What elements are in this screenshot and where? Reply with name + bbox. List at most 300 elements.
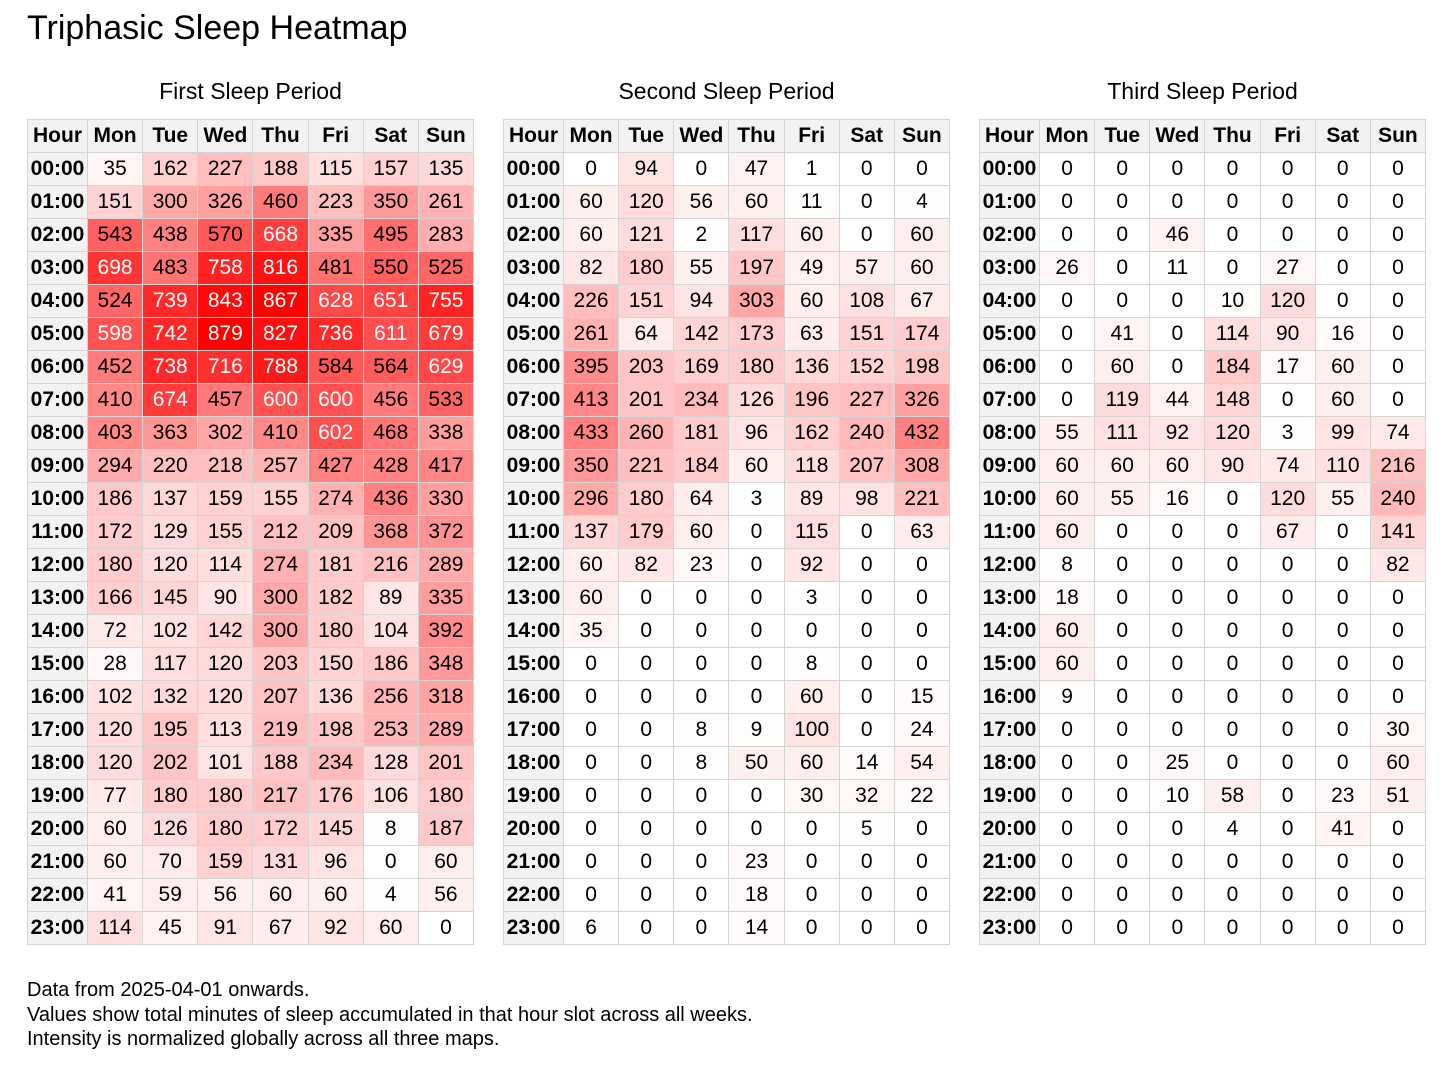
heatmap-cell: 417 bbox=[418, 450, 473, 483]
heatmap-panel-first bbox=[27, 76, 474, 945]
table-row bbox=[28, 153, 474, 186]
heatmap-cell: 128 bbox=[363, 747, 418, 780]
hour-label: 20:00 bbox=[980, 813, 1040, 846]
heatmap-cell: 0 bbox=[894, 582, 949, 615]
heatmap-cell: 0 bbox=[674, 582, 729, 615]
heatmap-cell: 148 bbox=[1205, 384, 1260, 417]
heatmap-cell: 0 bbox=[1205, 747, 1260, 780]
table-row bbox=[980, 549, 1426, 582]
table-row bbox=[504, 252, 950, 285]
table-row bbox=[28, 318, 474, 351]
heatmap-cell: 460 bbox=[253, 186, 308, 219]
heatmap-cell: 564 bbox=[363, 351, 418, 384]
heatmap-cell: 114 bbox=[88, 912, 143, 945]
heatmap-cell: 227 bbox=[839, 384, 894, 417]
heatmap-cell: 0 bbox=[1260, 219, 1315, 252]
heatmap-cell: 0 bbox=[619, 912, 674, 945]
heatmap-cell: 195 bbox=[143, 714, 198, 747]
heatmap-cell: 136 bbox=[308, 681, 363, 714]
hour-label: 12:00 bbox=[28, 549, 88, 582]
heatmap-cell: 216 bbox=[1370, 450, 1425, 483]
heatmap-cell: 60 bbox=[784, 681, 839, 714]
heatmap-cell: 0 bbox=[729, 516, 784, 549]
heatmap-cell: 60 bbox=[1095, 351, 1150, 384]
heatmap-cell: 0 bbox=[619, 582, 674, 615]
column-header-sun: Sun bbox=[894, 120, 949, 153]
heatmap-cell: 141 bbox=[1370, 516, 1425, 549]
heatmap-cell: 0 bbox=[1260, 846, 1315, 879]
heatmap-cell: 184 bbox=[674, 450, 729, 483]
heatmap-cell: 679 bbox=[418, 318, 473, 351]
header-row bbox=[980, 120, 1426, 153]
heatmap-cell: 0 bbox=[619, 780, 674, 813]
heatmap-cell: 392 bbox=[418, 615, 473, 648]
column-header-wed: Wed bbox=[198, 120, 253, 153]
table-row bbox=[504, 747, 950, 780]
heatmap-cell: 179 bbox=[619, 516, 674, 549]
heatmap-cell: 438 bbox=[143, 219, 198, 252]
table-row bbox=[28, 351, 474, 384]
heatmap-cell: 0 bbox=[1040, 219, 1095, 252]
hour-label: 02:00 bbox=[28, 219, 88, 252]
hour-label: 03:00 bbox=[504, 252, 564, 285]
heatmap-cell: 326 bbox=[198, 186, 253, 219]
table-row bbox=[980, 483, 1426, 516]
heatmap-cell: 330 bbox=[418, 483, 473, 516]
table-row bbox=[28, 648, 474, 681]
table-row bbox=[980, 186, 1426, 219]
heatmap-cell: 60 bbox=[1040, 450, 1095, 483]
heatmap-cell: 0 bbox=[729, 780, 784, 813]
heatmap-cell: 180 bbox=[143, 780, 198, 813]
hour-label: 14:00 bbox=[504, 615, 564, 648]
heatmap-cell: 99 bbox=[1315, 417, 1370, 450]
heatmap-cell: 0 bbox=[1205, 153, 1260, 186]
heatmap-cell: 74 bbox=[1260, 450, 1315, 483]
heatmap-cell: 56 bbox=[674, 186, 729, 219]
heatmap-cell: 0 bbox=[1260, 648, 1315, 681]
heatmap-cell: 0 bbox=[1095, 153, 1150, 186]
heatmap-cell: 72 bbox=[88, 615, 143, 648]
heatmap-cell: 0 bbox=[1205, 582, 1260, 615]
hour-label: 11:00 bbox=[980, 516, 1040, 549]
hour-label: 08:00 bbox=[28, 417, 88, 450]
heatmap-cell: 0 bbox=[1260, 384, 1315, 417]
hour-label: 11:00 bbox=[504, 516, 564, 549]
heatmap-cell: 56 bbox=[418, 879, 473, 912]
heatmap-cell: 11 bbox=[784, 186, 839, 219]
heatmap-cell: 240 bbox=[839, 417, 894, 450]
heatmap-cell: 8 bbox=[1040, 549, 1095, 582]
heatmap-cell: 0 bbox=[1040, 351, 1095, 384]
heatmap-cell: 368 bbox=[363, 516, 418, 549]
heatmap-cell: 145 bbox=[143, 582, 198, 615]
heatmap-cell: 338 bbox=[418, 417, 473, 450]
heatmap-cell: 172 bbox=[88, 516, 143, 549]
heatmap-cell: 60 bbox=[253, 879, 308, 912]
footnote-line: Intensity is normalized globally across all three maps. bbox=[27, 1028, 500, 1050]
hour-label: 02:00 bbox=[504, 219, 564, 252]
hour-label: 06:00 bbox=[980, 351, 1040, 384]
heatmap-cell: 570 bbox=[198, 219, 253, 252]
heatmap-cell: 0 bbox=[564, 681, 619, 714]
heatmap-cell: 0 bbox=[839, 582, 894, 615]
heatmap-cell: 0 bbox=[1095, 516, 1150, 549]
table-row bbox=[28, 879, 474, 912]
heatmap-cell: 0 bbox=[1150, 549, 1205, 582]
heatmap-cell: 0 bbox=[1370, 318, 1425, 351]
heatmap-cell: 32 bbox=[839, 780, 894, 813]
heatmap-cell: 0 bbox=[1370, 681, 1425, 714]
heatmap-cell: 0 bbox=[894, 153, 949, 186]
heatmap-cell: 207 bbox=[253, 681, 308, 714]
heatmap-cell: 274 bbox=[253, 549, 308, 582]
heatmap-cell: 0 bbox=[839, 516, 894, 549]
heatmap-cell: 218 bbox=[198, 450, 253, 483]
heatmap-table bbox=[503, 119, 950, 945]
heatmap-cell: 602 bbox=[308, 417, 363, 450]
heatmap-cell: 96 bbox=[308, 846, 363, 879]
heatmap-cell: 300 bbox=[253, 615, 308, 648]
heatmap-cell: 0 bbox=[564, 813, 619, 846]
heatmap-cell: 55 bbox=[674, 252, 729, 285]
hour-label: 07:00 bbox=[28, 384, 88, 417]
heatmap-cell: 0 bbox=[674, 846, 729, 879]
heatmap-cell: 0 bbox=[839, 648, 894, 681]
hour-label: 11:00 bbox=[28, 516, 88, 549]
hour-label: 00:00 bbox=[980, 153, 1040, 186]
heatmap-cell: 82 bbox=[1370, 549, 1425, 582]
heatmap-cell: 0 bbox=[1150, 318, 1205, 351]
heatmap-cell: 0 bbox=[1260, 549, 1315, 582]
heatmap-cell: 0 bbox=[1370, 351, 1425, 384]
heatmap-cell: 0 bbox=[839, 549, 894, 582]
table-row bbox=[980, 615, 1426, 648]
hour-label: 23:00 bbox=[980, 912, 1040, 945]
table-row bbox=[980, 582, 1426, 615]
table-row bbox=[504, 780, 950, 813]
heatmap-cell: 0 bbox=[1040, 747, 1095, 780]
heatmap-cell: 0 bbox=[1040, 714, 1095, 747]
heatmap-cell: 55 bbox=[1095, 483, 1150, 516]
hour-label: 03:00 bbox=[980, 252, 1040, 285]
column-header-sat: Sat bbox=[1315, 120, 1370, 153]
table-row bbox=[980, 681, 1426, 714]
table-row bbox=[28, 516, 474, 549]
heatmap-cell: 372 bbox=[418, 516, 473, 549]
heatmap-cell: 60 bbox=[88, 813, 143, 846]
table-row bbox=[28, 846, 474, 879]
column-header-sat: Sat bbox=[363, 120, 418, 153]
heatmap-cell: 11 bbox=[1150, 252, 1205, 285]
heatmap-cell: 60 bbox=[1315, 384, 1370, 417]
heatmap-cell: 867 bbox=[253, 285, 308, 318]
heatmap-cell: 60 bbox=[784, 285, 839, 318]
heatmap-cell: 600 bbox=[253, 384, 308, 417]
heatmap-cell: 433 bbox=[564, 417, 619, 450]
hour-label: 02:00 bbox=[980, 219, 1040, 252]
table-row bbox=[504, 318, 950, 351]
heatmap-cell: 0 bbox=[619, 681, 674, 714]
table-row bbox=[504, 549, 950, 582]
heatmap-cell: 57 bbox=[839, 252, 894, 285]
hour-label: 08:00 bbox=[504, 417, 564, 450]
heatmap-cell: 89 bbox=[784, 483, 839, 516]
heatmap-cell: 0 bbox=[1260, 186, 1315, 219]
table-row bbox=[980, 450, 1426, 483]
heatmap-cell: 60 bbox=[418, 846, 473, 879]
heatmap-cell: 0 bbox=[564, 879, 619, 912]
heatmap-cell: 628 bbox=[308, 285, 363, 318]
heatmap-cell: 22 bbox=[894, 780, 949, 813]
heatmap-cell: 0 bbox=[619, 747, 674, 780]
heatmap-cell: 216 bbox=[363, 549, 418, 582]
heatmap-cell: 0 bbox=[1095, 186, 1150, 219]
heatmap-cell: 0 bbox=[1150, 351, 1205, 384]
heatmap-cell: 0 bbox=[674, 813, 729, 846]
heatmap-cell: 0 bbox=[1260, 747, 1315, 780]
heatmap-cell: 44 bbox=[1150, 384, 1205, 417]
table-row bbox=[504, 351, 950, 384]
heatmap-cell: 0 bbox=[564, 747, 619, 780]
heatmap-cell: 0 bbox=[1370, 648, 1425, 681]
heatmap-cell: 180 bbox=[198, 813, 253, 846]
hour-label: 18:00 bbox=[28, 747, 88, 780]
table-row bbox=[504, 417, 950, 450]
heatmap-cell: 0 bbox=[894, 549, 949, 582]
heatmap-cell: 0 bbox=[839, 219, 894, 252]
heatmap-cell: 0 bbox=[839, 846, 894, 879]
heatmap-cell: 0 bbox=[729, 582, 784, 615]
heatmap-cell: 432 bbox=[894, 417, 949, 450]
heatmap-cell: 598 bbox=[88, 318, 143, 351]
table-row bbox=[504, 186, 950, 219]
heatmap-cell: 10 bbox=[1150, 780, 1205, 813]
table-row bbox=[980, 648, 1426, 681]
heatmap-cell: 457 bbox=[198, 384, 253, 417]
heatmap-cell: 0 bbox=[1150, 285, 1205, 318]
heatmap-cell: 0 bbox=[1260, 780, 1315, 813]
heatmap-cell: 0 bbox=[1370, 384, 1425, 417]
heatmap-cell: 120 bbox=[1260, 483, 1315, 516]
heatmap-cell: 45 bbox=[143, 912, 198, 945]
heatmap-cell: 0 bbox=[1260, 153, 1315, 186]
heatmap-cell: 0 bbox=[729, 813, 784, 846]
heatmap-cell: 0 bbox=[1150, 714, 1205, 747]
heatmap-cell: 180 bbox=[619, 483, 674, 516]
table-row bbox=[980, 813, 1426, 846]
heatmap-cell: 30 bbox=[1370, 714, 1425, 747]
heatmap-cell: 0 bbox=[1315, 582, 1370, 615]
column-header-sun: Sun bbox=[418, 120, 473, 153]
column-header-thu: Thu bbox=[253, 120, 308, 153]
heatmap-cell: 413 bbox=[564, 384, 619, 417]
heatmap-cell: 335 bbox=[308, 219, 363, 252]
heatmap-cell: 102 bbox=[143, 615, 198, 648]
heatmap-cell: 0 bbox=[1095, 615, 1150, 648]
heatmap-cell: 126 bbox=[729, 384, 784, 417]
hour-label: 01:00 bbox=[504, 186, 564, 219]
heatmap-cell: 350 bbox=[564, 450, 619, 483]
heatmap-cell: 18 bbox=[1040, 582, 1095, 615]
heatmap-cell: 0 bbox=[619, 714, 674, 747]
heatmap-cell: 452 bbox=[88, 351, 143, 384]
heatmap-cell: 0 bbox=[1370, 879, 1425, 912]
hour-label: 03:00 bbox=[28, 252, 88, 285]
heatmap-cell: 58 bbox=[1205, 780, 1260, 813]
heatmap-cell: 16 bbox=[1315, 318, 1370, 351]
heatmap-cell: 64 bbox=[619, 318, 674, 351]
heatmap-cell: 60 bbox=[564, 549, 619, 582]
heatmap-cell: 0 bbox=[1315, 615, 1370, 648]
hour-label: 12:00 bbox=[504, 549, 564, 582]
column-header-fri: Fri bbox=[308, 120, 363, 153]
heatmap-cell: 300 bbox=[253, 582, 308, 615]
hour-label: 09:00 bbox=[28, 450, 88, 483]
heatmap-cell: 0 bbox=[1150, 681, 1205, 714]
heatmap-cell: 60 bbox=[729, 450, 784, 483]
heatmap-cell: 0 bbox=[1150, 153, 1205, 186]
heatmap-cell: 137 bbox=[564, 516, 619, 549]
hour-label: 04:00 bbox=[980, 285, 1040, 318]
heatmap-cell: 102 bbox=[88, 681, 143, 714]
table-row bbox=[504, 615, 950, 648]
table-row bbox=[504, 384, 950, 417]
heatmap-cell: 0 bbox=[1040, 846, 1095, 879]
heatmap-cell: 0 bbox=[784, 813, 839, 846]
hour-label: 07:00 bbox=[504, 384, 564, 417]
heatmap-cell: 350 bbox=[363, 186, 418, 219]
heatmap-cell: 0 bbox=[1095, 648, 1150, 681]
table-row bbox=[980, 285, 1426, 318]
heatmap-cell: 180 bbox=[88, 549, 143, 582]
heatmap-cell: 41 bbox=[1315, 813, 1370, 846]
table-row bbox=[28, 219, 474, 252]
heatmap-cell: 234 bbox=[308, 747, 363, 780]
heatmap-cell: 60 bbox=[784, 219, 839, 252]
heatmap-cell: 8 bbox=[784, 648, 839, 681]
heatmap-cell: 115 bbox=[308, 153, 363, 186]
heatmap-cell: 180 bbox=[729, 351, 784, 384]
heatmap-cell: 0 bbox=[784, 912, 839, 945]
heatmap-cell: 196 bbox=[784, 384, 839, 417]
column-header-wed: Wed bbox=[674, 120, 729, 153]
heatmap-cell: 274 bbox=[308, 483, 363, 516]
heatmap-cell: 0 bbox=[1040, 384, 1095, 417]
hour-label: 04:00 bbox=[28, 285, 88, 318]
heatmap-cell: 843 bbox=[198, 285, 253, 318]
heatmap-cell: 181 bbox=[308, 549, 363, 582]
heatmap-cell: 4 bbox=[1205, 813, 1260, 846]
heatmap-cell: 0 bbox=[1040, 318, 1095, 351]
heatmap-title: Third Sleep Period bbox=[1107, 78, 1298, 104]
heatmap-cell: 0 bbox=[1095, 549, 1150, 582]
heatmap-cell: 129 bbox=[143, 516, 198, 549]
heatmap-cell: 119 bbox=[1095, 384, 1150, 417]
heatmap-cell: 17 bbox=[1260, 351, 1315, 384]
heatmap-cell: 0 bbox=[1205, 252, 1260, 285]
heatmap-cell: 0 bbox=[674, 780, 729, 813]
heatmap-cell: 0 bbox=[839, 912, 894, 945]
heatmap-cell: 136 bbox=[784, 351, 839, 384]
heatmap-cell: 240 bbox=[1370, 483, 1425, 516]
heatmap-cell: 60 bbox=[1040, 483, 1095, 516]
heatmap-cell: 60 bbox=[1370, 747, 1425, 780]
heatmap-cell: 35 bbox=[88, 153, 143, 186]
hour-label: 20:00 bbox=[504, 813, 564, 846]
heatmap-cell: 0 bbox=[1315, 153, 1370, 186]
heatmap-cell: 296 bbox=[564, 483, 619, 516]
heatmap-cell: 197 bbox=[729, 252, 784, 285]
heatmap-cell: 55 bbox=[1315, 483, 1370, 516]
heatmap-cell: 318 bbox=[418, 681, 473, 714]
heatmap-cell: 201 bbox=[619, 384, 674, 417]
heatmap-cell: 60 bbox=[308, 879, 363, 912]
hour-label: 18:00 bbox=[980, 747, 1040, 780]
heatmap-cell: 181 bbox=[674, 417, 729, 450]
heatmap-cell: 0 bbox=[729, 549, 784, 582]
heatmap-cell: 524 bbox=[88, 285, 143, 318]
table-row bbox=[980, 318, 1426, 351]
heatmap-cell: 10 bbox=[1205, 285, 1260, 318]
column-header-wed: Wed bbox=[1150, 120, 1205, 153]
heatmap-cell: 0 bbox=[839, 615, 894, 648]
heatmap-cell: 0 bbox=[1370, 615, 1425, 648]
hour-label: 17:00 bbox=[980, 714, 1040, 747]
heatmap-cell: 60 bbox=[894, 252, 949, 285]
heatmap-cell: 198 bbox=[894, 351, 949, 384]
heatmap-cell: 0 bbox=[1150, 879, 1205, 912]
heatmap-cell: 27 bbox=[1260, 252, 1315, 285]
hour-label: 00:00 bbox=[28, 153, 88, 186]
hour-label: 19:00 bbox=[980, 780, 1040, 813]
hour-label: 13:00 bbox=[504, 582, 564, 615]
hour-label: 10:00 bbox=[980, 483, 1040, 516]
column-header-sat: Sat bbox=[839, 120, 894, 153]
heatmap-cell: 0 bbox=[839, 186, 894, 219]
heatmap-cell: 0 bbox=[1205, 516, 1260, 549]
table-row bbox=[980, 846, 1426, 879]
heatmap-cell: 60 bbox=[1040, 516, 1095, 549]
heatmap-cell: 0 bbox=[1315, 186, 1370, 219]
heatmap-cell: 59 bbox=[143, 879, 198, 912]
hour-label: 07:00 bbox=[980, 384, 1040, 417]
heatmap-cell: 0 bbox=[1040, 153, 1095, 186]
heatmap-cell: 60 bbox=[784, 747, 839, 780]
heatmap-cell: 126 bbox=[143, 813, 198, 846]
heatmap-cell: 0 bbox=[1205, 912, 1260, 945]
heatmap-cell: 0 bbox=[839, 714, 894, 747]
heatmap-cell: 207 bbox=[839, 450, 894, 483]
column-header-mon: Mon bbox=[1040, 120, 1095, 153]
heatmap-cell: 0 bbox=[894, 912, 949, 945]
heatmap-cell: 0 bbox=[1315, 516, 1370, 549]
hour-label: 05:00 bbox=[980, 318, 1040, 351]
heatmap-cell: 584 bbox=[308, 351, 363, 384]
heatmap-cell: 201 bbox=[418, 747, 473, 780]
heatmap-cell: 335 bbox=[418, 582, 473, 615]
heatmap-cell: 0 bbox=[784, 846, 839, 879]
heatmap-cell: 60 bbox=[88, 846, 143, 879]
heatmap-cell: 668 bbox=[253, 219, 308, 252]
heatmap-cell: 363 bbox=[143, 417, 198, 450]
heatmap-cell: 60 bbox=[1150, 450, 1205, 483]
table-row bbox=[504, 648, 950, 681]
heatmap-cell: 0 bbox=[839, 681, 894, 714]
hour-label: 05:00 bbox=[504, 318, 564, 351]
heatmap-cell: 0 bbox=[1260, 615, 1315, 648]
heatmap-cell: 221 bbox=[894, 483, 949, 516]
